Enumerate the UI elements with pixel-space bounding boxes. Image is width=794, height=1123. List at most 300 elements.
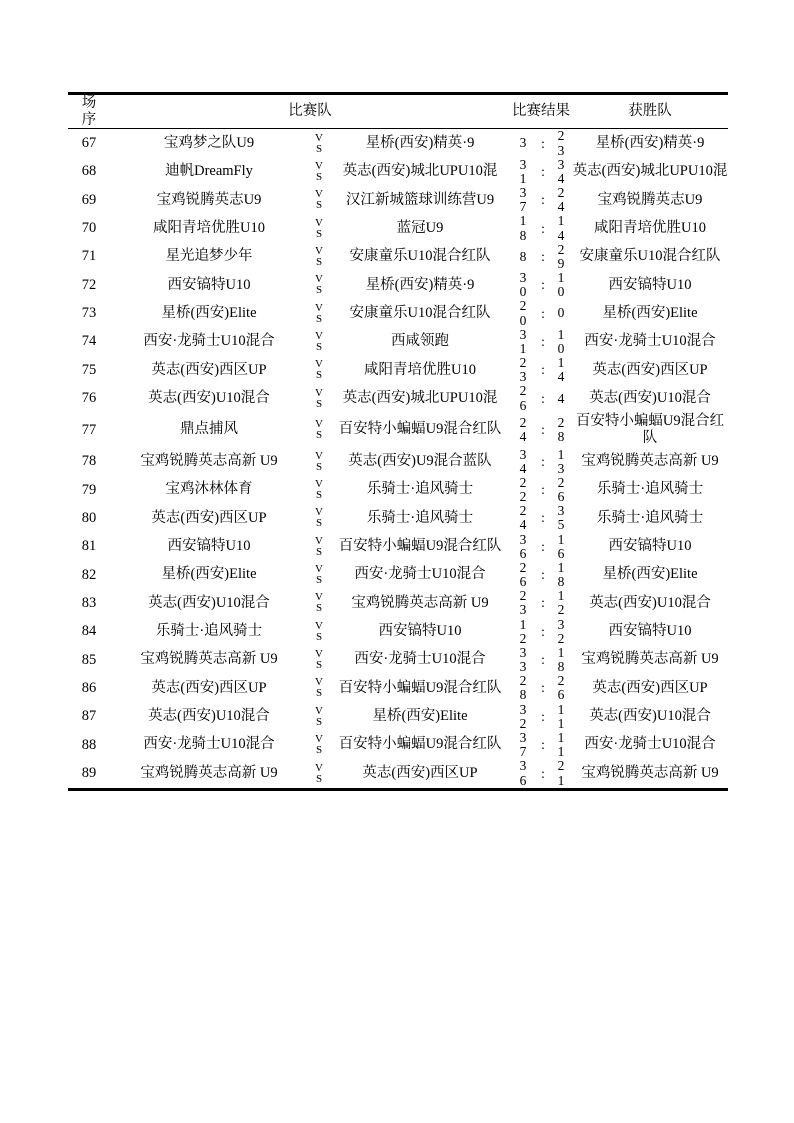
score-home-digit-2: 6 [519,397,527,413]
score-away [550,759,572,787]
vs-line-2: S [315,255,323,268]
score-home-digit-1: 3 [519,185,527,201]
score-home-value: 8 [519,248,527,264]
team-home: 咸阳青培优胜U10 [153,219,265,236]
score-away [550,214,572,242]
score-home [510,214,536,242]
vs-line-1: V [315,733,323,746]
vs-line-2: S [315,340,323,353]
winner-team: 西安镐特U10 [608,276,692,293]
score-away [550,448,572,476]
vs-line-2: S [315,199,323,212]
score-away-digit-1: 2 [557,128,565,144]
table-row [68,731,728,759]
team-home: 宝鸡锐腾英志高新 U9 [140,764,278,781]
score-home-digit-2: 3 [519,659,527,675]
vs-line-1: V [315,449,323,462]
team-away: 西安·龙骑士U10混合 [354,651,486,668]
score-away [550,646,572,674]
winner-team: 乐骑士·追风骑士 [596,481,704,498]
team-away: 乐骑士·追风骑士 [366,481,474,498]
score-home-digit-2: 2 [519,489,527,505]
vs-line-1: V [315,478,323,491]
score-away-digit-2: 9 [557,255,565,271]
score-away-digit-1: 3 [557,616,565,632]
score-away-digit-2: 4 [557,170,565,186]
header-winner: 获胜队 [628,103,672,120]
vs-line-1: V [315,329,323,342]
score-home-digit-2: 2 [519,715,527,731]
score-home-digit-1: 3 [519,156,527,172]
team-home: 英志(西安)U10混合 [148,708,270,725]
team-home: 宝鸡沐林体育 [165,481,253,498]
team-away: 星桥(西安)精英·9 [365,276,475,293]
table-row [68,413,728,448]
table-row [68,129,728,158]
score-home [510,703,536,731]
score-away-digit-2: 3 [557,460,565,476]
vs-separator [308,759,330,787]
score-home [510,158,536,186]
score-home-digit-1: 2 [519,503,527,519]
vs-line-2: S [315,369,323,382]
score-away-digit-1: 3 [557,503,565,519]
score-away-digit-2: 8 [557,429,565,445]
table-row [68,214,728,242]
match-no: 88 [81,736,97,753]
team-home: 英志(西安)U10混合 [148,594,270,611]
score-away-digit-1: 1 [557,588,565,604]
score-away-digit-1: 1 [557,213,565,229]
score-separator: : [541,163,545,179]
table-row [68,589,728,617]
score-away-digit-1: 1 [557,326,565,342]
score-home-digit-2: 7 [519,199,527,215]
team-home: 西安镐特U10 [167,538,251,555]
vs-line-2: S [315,602,323,615]
team-away: 星桥(西安)精英·9 [365,134,475,151]
vs-line-1: V [315,563,323,576]
score-away [550,299,572,327]
score-away [550,731,572,759]
score-home-digit-1: 3 [519,446,527,462]
team-home: 宝鸡锐腾英志高新 U9 [140,453,278,470]
score-home-digit-2: 4 [519,460,527,476]
team-home: 英志(西安)西区UP [151,509,267,526]
match-schedule-sheet [68,92,728,791]
winner-team: 英志(西安)西区UP [592,679,708,696]
header-result: 比赛结果 [512,103,570,120]
team-home: 英志(西安)西区UP [151,679,267,696]
match-no: 70 [81,220,97,237]
team-away: 安康童乐U10混合红队 [349,248,491,265]
vs-separator [308,703,330,731]
score-separator: : [541,482,545,498]
winner-team: 百安特小蝙蝠U9混合红队 [575,412,725,447]
team-home: 西安·龙骑士U10混合 [143,333,275,350]
score-home-digit-2: 4 [519,517,527,533]
winner-team: 西安·龙骑士U10混合 [584,736,716,753]
score-away-digit-2: 6 [557,687,565,703]
score-separator: : [541,708,545,724]
match-no: 67 [81,135,97,152]
vs-separator [308,504,330,532]
team-home: 宝鸡锐腾英志高新 U9 [140,651,278,668]
score-away-digit-2: 6 [557,489,565,505]
score-home [510,413,536,448]
score-separator: : [541,333,545,349]
team-away: 英志(西安)城北UPU10混 [342,163,498,180]
score-home-digit-2: 6 [519,574,527,590]
match-no: 78 [81,453,97,470]
team-away: 百安特小蝙蝠U9混合红队 [338,421,502,438]
score-away-digit-1: 2 [557,185,565,201]
score-away-digit-2: 0 [557,340,565,356]
table-row [68,759,728,787]
vs-separator [308,356,330,384]
vs-separator [308,731,330,759]
score-separator: : [541,623,545,639]
score-home-digit-2: 3 [519,369,527,385]
match-no: 82 [81,566,97,583]
score-home-digit-1: 3 [519,758,527,774]
score-away-digit-1: 1 [557,701,565,717]
score-separator: : [541,652,545,668]
team-home: 西安·龙骑士U10混合 [143,736,275,753]
match-no: 73 [81,305,97,322]
winner-team: 西安镐特U10 [608,538,692,555]
vs-line-1: V [315,159,323,172]
table-row [68,674,728,702]
team-away: 蓝冠U9 [396,219,444,236]
score-home-digit-1: 2 [519,383,527,399]
vs-line-1: V [315,358,323,371]
match-no: 77 [81,421,97,438]
team-away: 百安特小蝙蝠U9混合红队 [338,679,502,696]
team-away: 汉江新城篮球训练营U9 [345,191,495,208]
vs-line-2: S [315,460,323,473]
vs-line-2: S [315,517,323,530]
team-home: 乐骑士·追风骑士 [155,623,263,640]
score-away [550,384,572,412]
winner-team: 咸阳青培优胜U10 [594,219,706,236]
score-away [550,703,572,731]
vs-line-1: V [315,188,323,201]
score-separator: : [541,453,545,469]
table-row [68,646,728,674]
table-row [68,271,728,299]
team-away: 英志(西安)城北UPU10混 [342,389,498,406]
team-away: 星桥(西安)Elite [372,708,468,725]
team-away: 宝鸡锐腾英志高新 U9 [351,594,489,611]
vs-separator [308,384,330,412]
score-away-digit-1: 1 [557,644,565,660]
winner-team: 英志(西安)U10混合 [589,389,711,406]
team-home: 鼎点捕风 [180,421,238,438]
score-home-digit-1: 2 [519,474,527,490]
score-home-digit-2: 0 [519,312,527,328]
score-home-digit-2: 8 [519,687,527,703]
score-home-digit-1: 1 [519,213,527,229]
score-away-digit-2: 4 [557,199,565,215]
table-row [68,504,728,532]
score-away-value: 4 [557,390,565,406]
team-home: 星光追梦少年 [165,248,253,265]
vs-line-2: S [315,227,323,240]
score-separator: : [541,220,545,236]
team-home: 西安镐特U10 [167,276,251,293]
vs-separator [308,476,330,504]
score-away [550,158,572,186]
vs-line-1: V [315,761,323,774]
team-away: 乐骑士·追风骑士 [366,509,474,526]
score-home-digit-2: 8 [519,227,527,243]
vs-separator [308,533,330,561]
score-away [550,504,572,532]
vs-line-2: S [315,397,323,410]
score-home-digit-2: 4 [519,429,527,445]
score-away-digit-2: 0 [557,284,565,300]
score-away [550,476,572,504]
winner-team: 英志(西安)城北UPU10混 [572,163,728,180]
vs-separator [308,561,330,589]
score-away-digit-2: 2 [557,602,565,618]
table-row [68,448,728,476]
score-home-digit-2: 6 [519,772,527,788]
score-away-digit-2: 2 [557,630,565,646]
score-separator: : [541,737,545,753]
score-away-digit-2: 1 [557,772,565,788]
winner-team: 英志(西安)U10混合 [589,594,711,611]
score-separator: : [541,595,545,611]
vs-separator [308,646,330,674]
team-home: 英志(西安)U10混合 [148,389,270,406]
team-away: 咸阳青培优胜U10 [364,361,476,378]
score-home-digit-2: 1 [519,170,527,186]
team-home: 宝鸡锐腾英志U9 [156,191,262,208]
match-no: 84 [81,623,97,640]
match-results-table [68,92,728,788]
score-home-digit-2: 7 [519,744,527,760]
match-no: 81 [81,538,97,555]
header-match-no: 场 序 [81,95,97,128]
match-no: 69 [81,191,97,208]
score-home [510,589,536,617]
winner-team: 宝鸡锐腾英志高新 U9 [581,453,719,470]
table-row [68,703,728,731]
score-away [550,356,572,384]
vs-line-2: S [315,312,323,325]
score-home-digit-1: 2 [519,588,527,604]
table-bottom-rule [68,788,728,791]
vs-line-2: S [315,170,323,183]
score-away-digit-1: 2 [557,474,565,490]
score-away-digit-1: 1 [557,531,565,547]
score-home-digit-1: 2 [519,298,527,314]
score-away-digit-2: 4 [557,227,565,243]
score-away-digit-1: 1 [557,559,565,575]
vs-line-1: V [315,676,323,689]
vs-separator [308,158,330,186]
vs-line-1: V [315,301,323,314]
vs-separator [308,186,330,214]
vs-separator [308,589,330,617]
table-row [68,561,728,589]
score-away [550,186,572,214]
score-separator: : [541,510,545,526]
team-away: 西安·龙骑士U10混合 [354,566,486,583]
score-away [550,413,572,448]
score-home [510,243,536,271]
score-away-digit-1: 1 [557,270,565,286]
table-row [68,243,728,271]
score-home-digit-2: 3 [519,602,527,618]
winner-team: 宝鸡锐腾英志U9 [597,191,703,208]
score-away [550,561,572,589]
vs-separator [308,413,330,448]
score-home-digit-1: 1 [519,616,527,632]
vs-line-1: V [315,418,323,431]
vs-line-2: S [315,715,323,728]
match-no: 71 [81,248,97,265]
winner-team: 英志(西安)U10混合 [589,708,711,725]
score-home [510,448,536,476]
team-away: 百安特小蝙蝠U9混合红队 [338,736,502,753]
vs-line-1: V [315,506,323,519]
match-no: 83 [81,594,97,611]
score-home [510,384,536,412]
team-away: 安康童乐U10混合红队 [349,304,491,321]
match-no: 74 [81,333,97,350]
vs-line-2: S [315,687,323,700]
vs-separator [308,214,330,242]
score-away-value: 0 [557,305,565,321]
vs-line-1: V [315,534,323,547]
vs-line-2: S [315,630,323,643]
vs-line-1: V [315,619,323,632]
score-home [510,759,536,787]
score-home-digit-1: 2 [519,355,527,371]
score-home-digit-2: 6 [519,545,527,561]
score-home [510,271,536,299]
score-home [510,504,536,532]
score-away-digit-1: 2 [557,415,565,430]
score-home-digit-1: 3 [519,701,527,717]
vs-line-2: S [315,142,323,155]
score-away-digit-1: 1 [557,446,565,462]
score-home-digit-2: 2 [519,630,527,646]
score-away-digit-2: 3 [557,142,565,158]
vs-line-2: S [315,489,323,502]
vs-line-2: S [315,574,323,587]
team-home: 星桥(西安)Elite [161,304,257,321]
table-row [68,533,728,561]
team-away: 西咸领跑 [391,333,449,350]
score-away-digit-2: 1 [557,715,565,731]
score-separator: : [541,765,545,781]
match-no: 87 [81,708,97,725]
score-away [550,271,572,299]
vs-separator [308,299,330,327]
score-away [550,129,572,158]
team-away: 西安镐特U10 [378,623,462,640]
score-away-digit-2: 8 [557,659,565,675]
table-header-row [68,94,728,129]
winner-team: 星桥(西安)精英·9 [595,134,705,151]
score-home [510,476,536,504]
score-home [510,186,536,214]
vs-separator [308,448,330,476]
vs-line-1: V [315,244,323,257]
winner-team: 英志(西安)西区UP [592,361,708,378]
score-home-digit-1: 3 [519,730,527,745]
team-home: 宝鸡梦之队U9 [163,134,255,151]
table-row [68,618,728,646]
table-row [68,476,728,504]
team-home: 英志(西安)西区UP [151,361,267,378]
match-no: 76 [81,390,97,407]
table-row [68,356,728,384]
table-row [68,299,728,327]
table-row [68,328,728,356]
score-away [550,618,572,646]
score-separator: : [541,305,545,321]
score-home-digit-1: 3 [519,270,527,286]
vs-line-1: V [315,273,323,286]
score-separator: : [541,248,545,264]
score-separator: : [541,567,545,583]
vs-line-1: V [315,648,323,661]
vs-separator [308,243,330,271]
vs-separator [308,618,330,646]
score-away-digit-1: 1 [557,355,565,371]
score-separator: : [541,390,545,406]
score-away-digit-1: 2 [557,241,565,257]
team-home: 星桥(西安)Elite [161,566,257,583]
score-away-digit-1: 2 [557,673,565,689]
score-separator: : [541,422,545,438]
match-no: 86 [81,679,97,696]
vs-line-2: S [315,659,323,672]
score-home [510,646,536,674]
score-home-digit-2: 1 [519,340,527,356]
score-home-digit-2: 0 [519,284,527,300]
score-away [550,328,572,356]
score-home-value: 3 [519,135,527,151]
vs-separator [308,129,330,158]
score-away-digit-1: 1 [557,730,565,745]
score-away [550,589,572,617]
match-no: 75 [81,361,97,378]
vs-line-2: S [315,772,323,785]
vs-line-1: V [315,704,323,717]
vs-line-2: S [315,284,323,297]
match-no: 80 [81,509,97,526]
vs-line-2: S [315,744,323,757]
winner-team: 宝鸡锐腾英志高新 U9 [581,764,719,781]
score-away [550,674,572,702]
score-separator: : [541,680,545,696]
score-separator: : [541,192,545,208]
score-home-digit-1: 3 [519,326,527,342]
winner-team: 西安镐特U10 [608,623,692,640]
table-row [68,384,728,412]
score-away [550,533,572,561]
score-away [550,243,572,271]
score-home-digit-1: 2 [519,673,527,689]
score-separator: : [541,362,545,378]
match-no: 79 [81,481,97,498]
